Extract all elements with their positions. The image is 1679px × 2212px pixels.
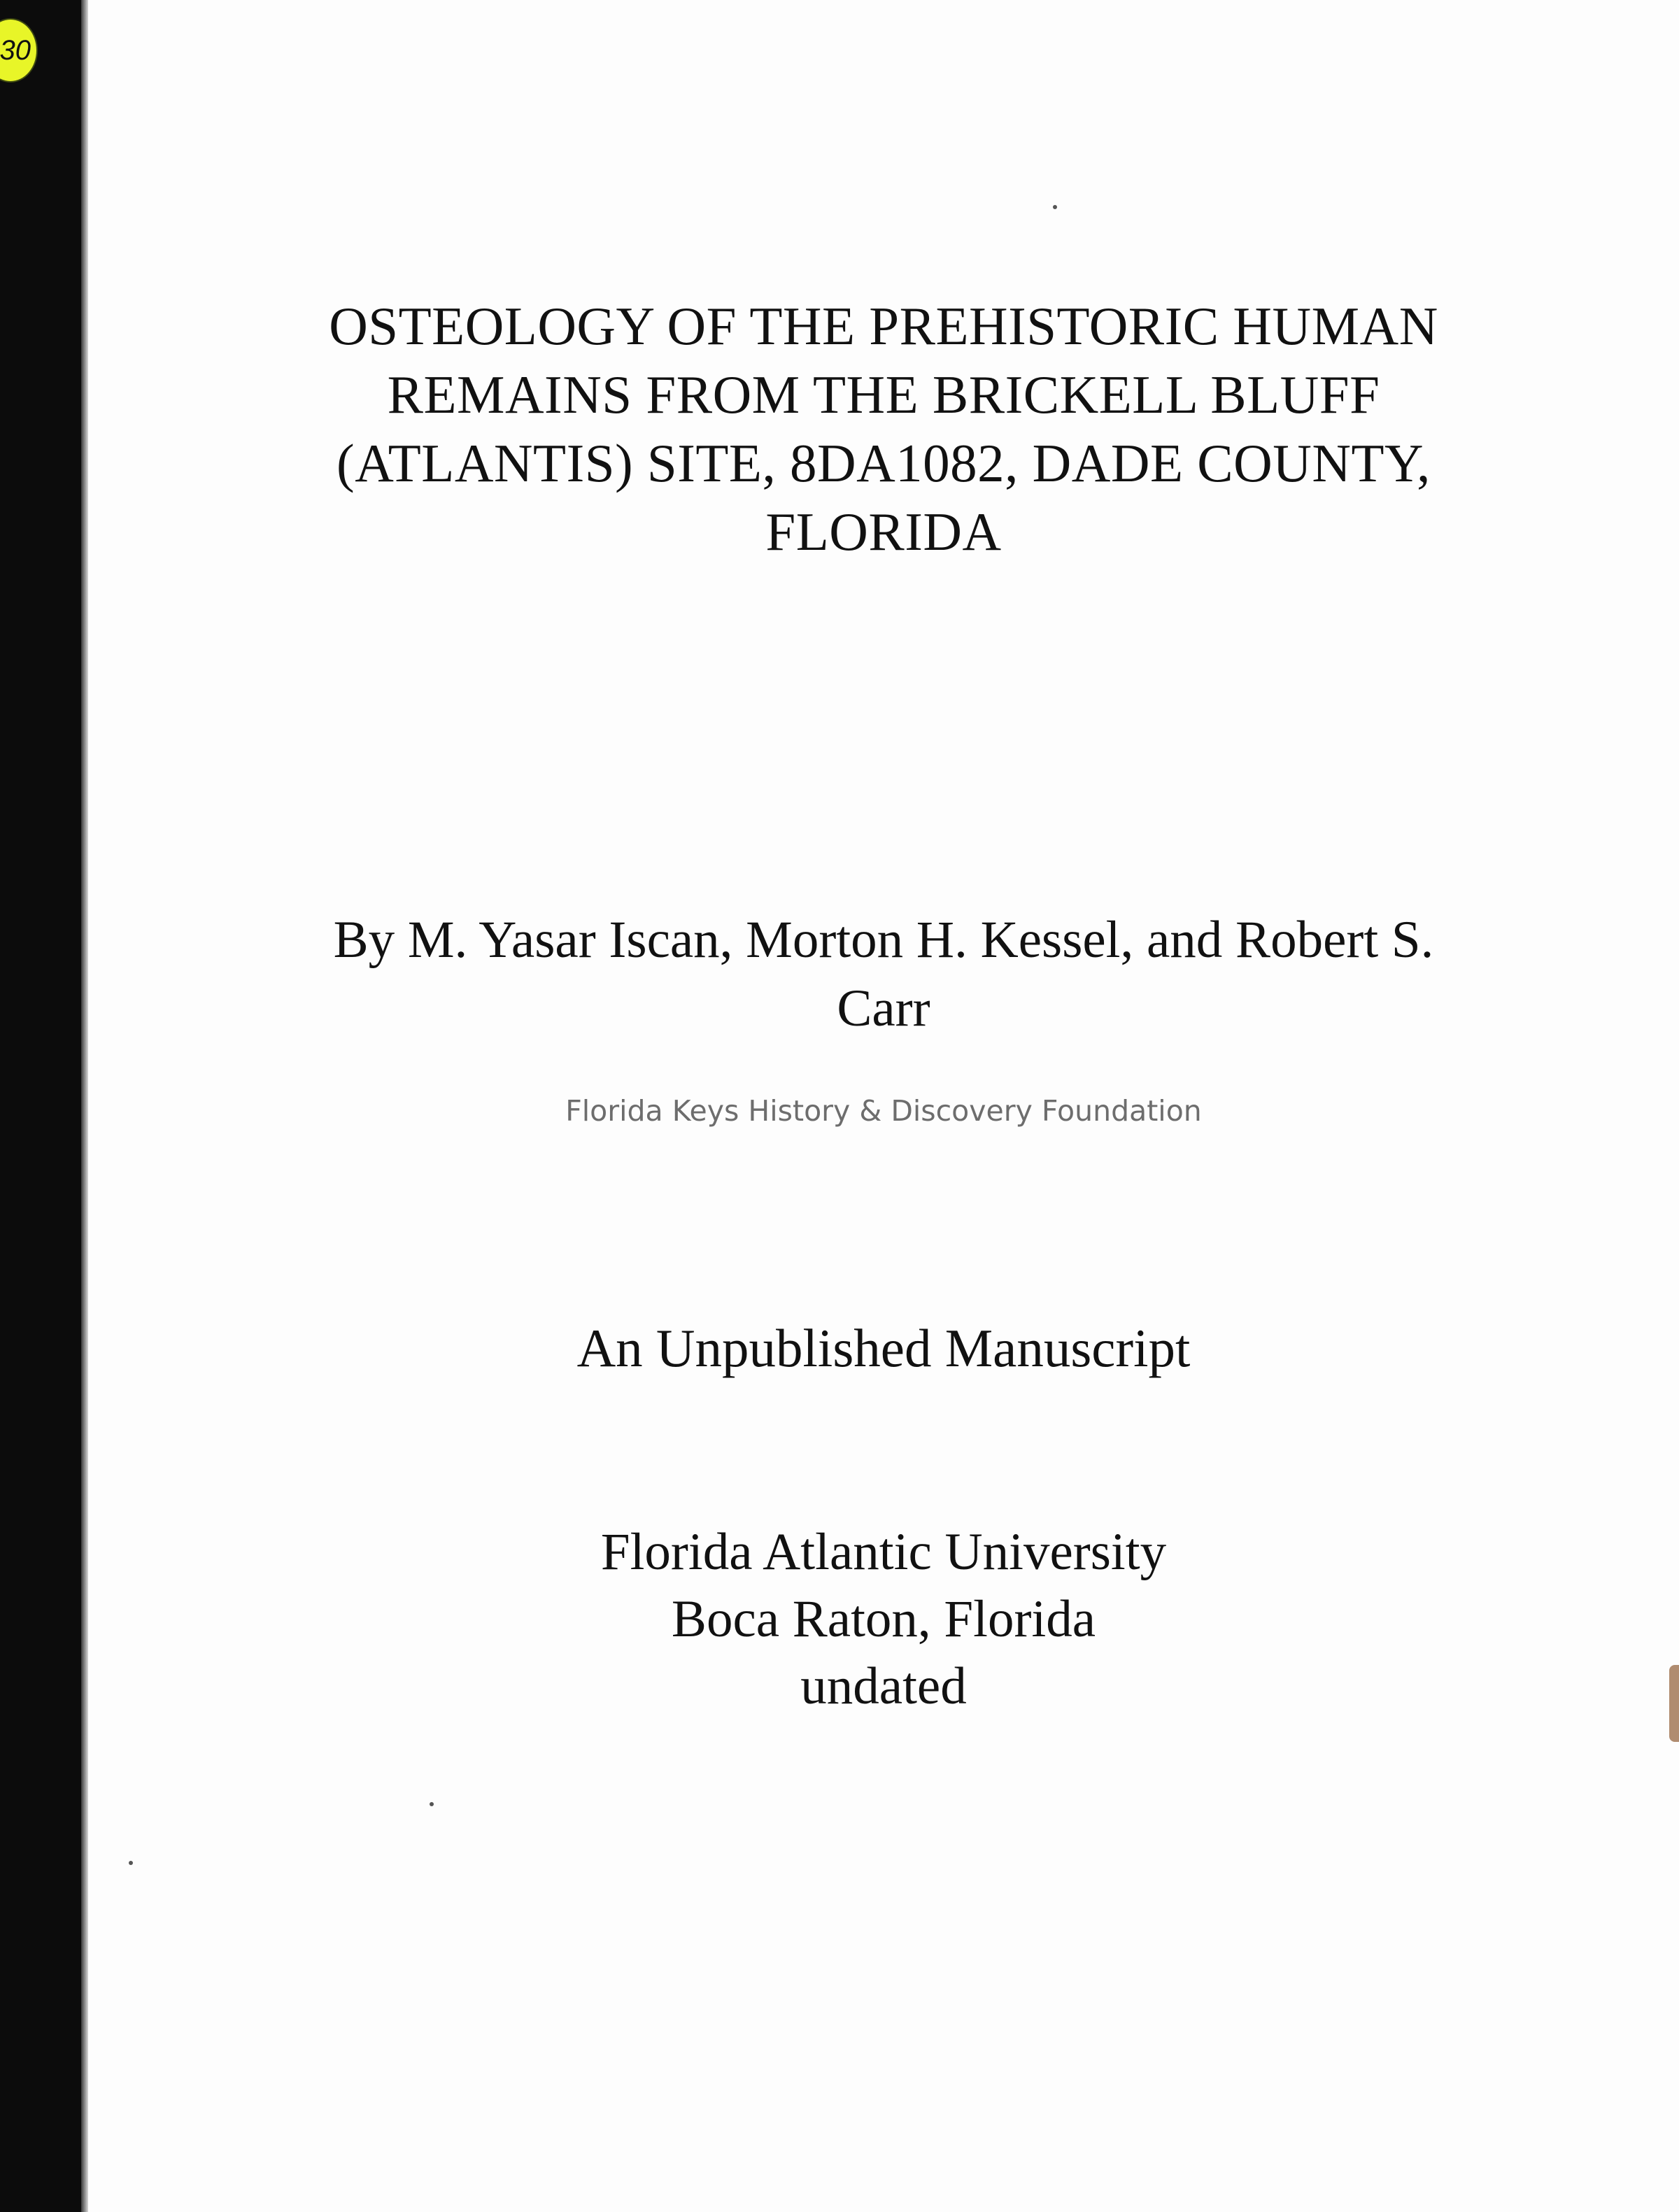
title-line-3: (ATLANTIS) SITE, 8DA1082, DADE COUNTY, bbox=[336, 433, 1431, 493]
title-line-1: OSTEOLOGY OF THE PREHISTORIC HUMAN bbox=[329, 296, 1438, 356]
manuscript-subtitle bbox=[88, 1314, 1679, 1382]
document-date: undated bbox=[800, 1657, 967, 1715]
document-page bbox=[88, 0, 1679, 2212]
scan-speck bbox=[129, 1861, 133, 1865]
title-line-2: REMAINS FROM THE BRICKELL BLUFF bbox=[387, 364, 1380, 425]
institution-location: Boca Raton, Florida bbox=[671, 1590, 1096, 1648]
author-byline bbox=[88, 906, 1679, 1043]
title-line-4: FLORIDA bbox=[765, 502, 1002, 562]
foundation-watermark bbox=[88, 1093, 1679, 1128]
sticker-label: 30 bbox=[0, 34, 31, 66]
document-title bbox=[88, 292, 1679, 566]
institution-block bbox=[88, 1519, 1679, 1720]
scan-speck bbox=[1053, 205, 1057, 209]
binding-strip bbox=[0, 0, 81, 2212]
subtitle-text: An Unpublished Manuscript bbox=[576, 1318, 1191, 1378]
binding-edge bbox=[81, 0, 88, 2212]
institution-name: Florida Atlantic University bbox=[600, 1523, 1167, 1581]
author-line-1: By M. Yasar Iscan, Morton H. Kessel, and Robert S. bbox=[333, 911, 1434, 969]
page-edge-shadow bbox=[1669, 1665, 1679, 1742]
watermark-text: Florida Keys History & Discovery Foundation bbox=[565, 1094, 1202, 1128]
author-line-2: Carr bbox=[837, 979, 930, 1037]
scan-speck bbox=[430, 1802, 434, 1806]
